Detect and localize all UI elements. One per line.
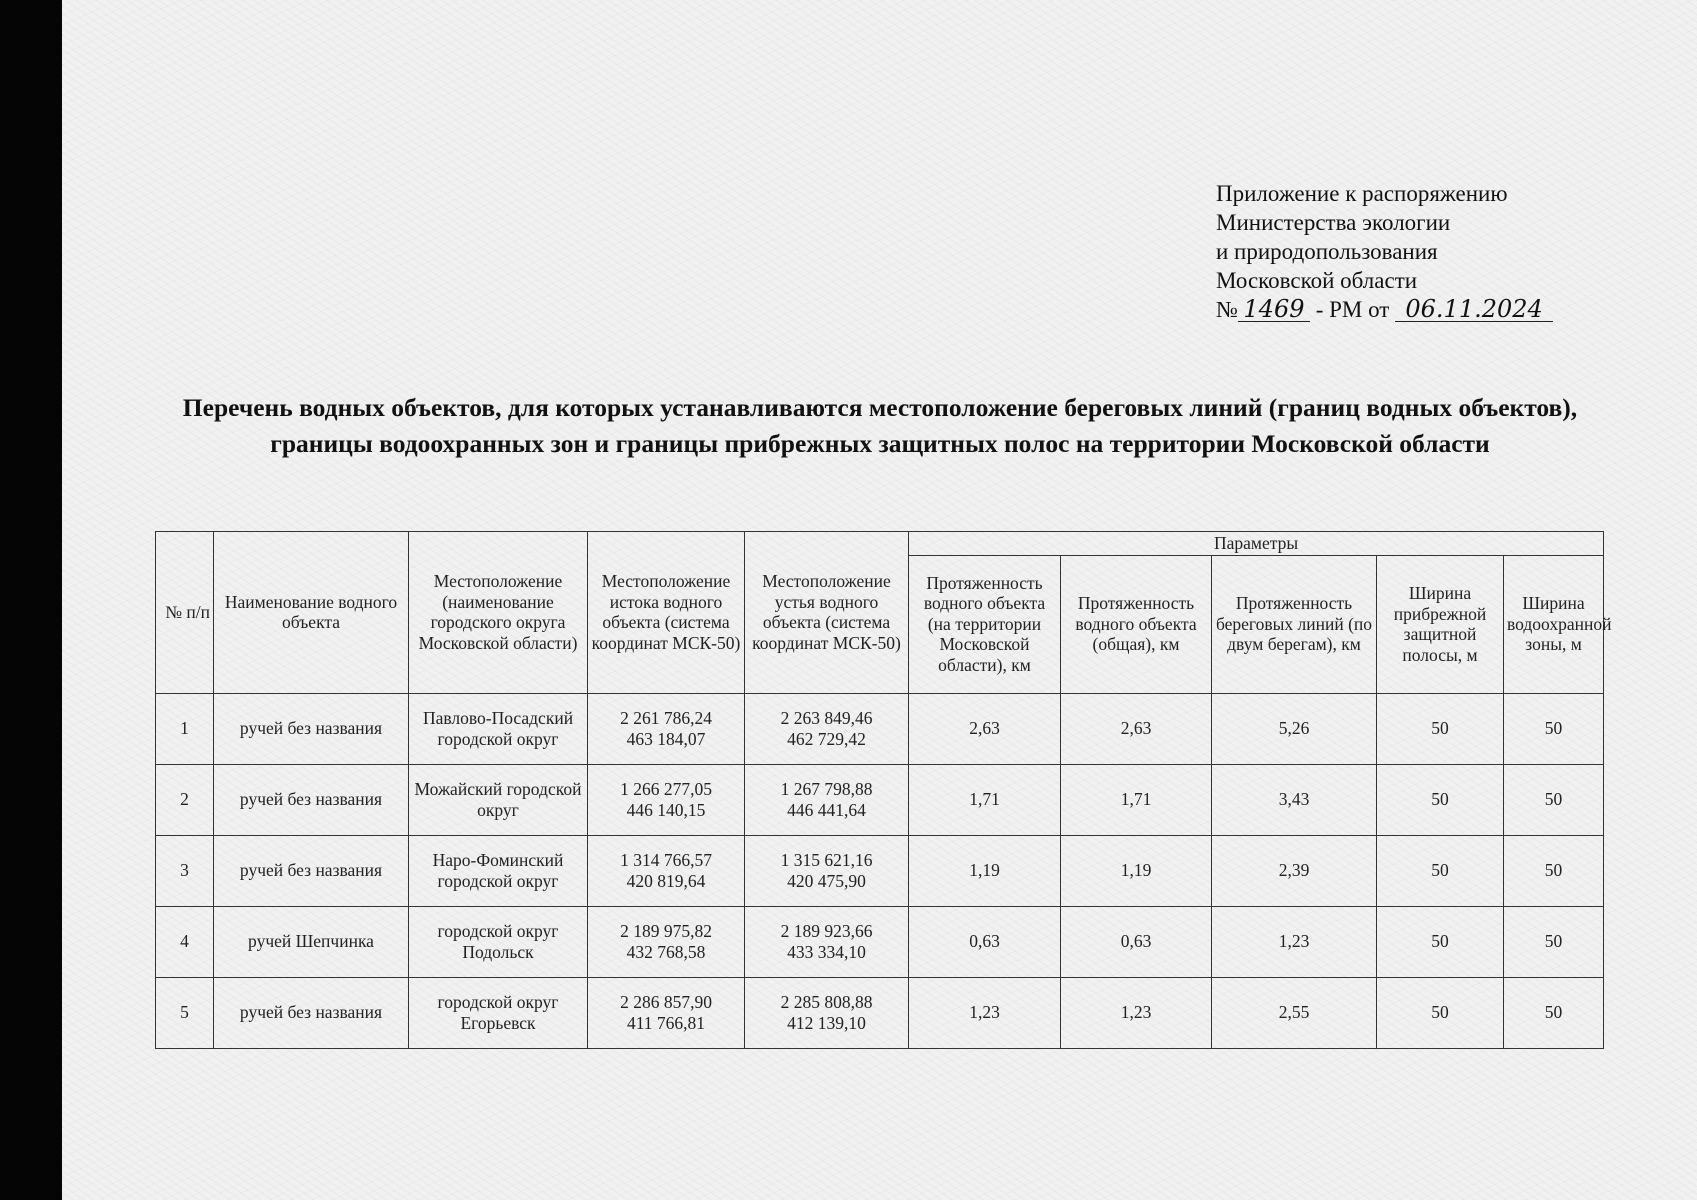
mouth-y: 420 475,90 (787, 870, 866, 891)
cell-mouth (745, 906, 909, 977)
table-header-row (156, 532, 1604, 556)
table-row (156, 764, 1604, 835)
document-title: Перечень водных объектов, для которых устанавливаются местоположение береговых линий (границ водных объектов), границы водоохранных зон и границы прибрежных защитных полос на территории Московской области (182, 393, 1578, 458)
cell-zone-width: 50 (1504, 693, 1604, 764)
cell-length-total: 1,23 (1061, 977, 1212, 1048)
cell-name: ручей без названия (214, 764, 409, 835)
water-objects-table (155, 531, 1612, 1049)
cell-mouth (745, 764, 909, 835)
cell-mouth (745, 693, 909, 764)
cell-location: Можайский городской округ (409, 764, 588, 835)
appendix-number-line (1216, 295, 1553, 324)
cell-strip-width: 50 (1377, 977, 1504, 1048)
cell-shoreline: 2,55 (1212, 977, 1377, 1048)
source-x: 2 189 975,82 (620, 921, 712, 941)
cell-mouth (745, 977, 909, 1048)
mouth-x: 2 189 923,66 (780, 921, 873, 941)
cell-strip-width: 50 (1377, 906, 1504, 977)
cell-length-mo: 1,19 (909, 835, 1061, 906)
cell-source (588, 693, 745, 764)
mouth-y: 446 441,64 (787, 799, 866, 820)
appendix-line-2: Министерства экологии (1216, 210, 1451, 235)
source-x: 2 261 786,24 (620, 708, 712, 728)
header-params: Параметры (909, 532, 1604, 556)
cell-length-mo: 1,71 (909, 764, 1061, 835)
cell-source (588, 977, 745, 1048)
header-location: Местоположение (наименование городского округа Московской области) (409, 532, 588, 694)
cell-zone-width: 50 (1504, 977, 1604, 1048)
cell-location: Павлово-Посадский городской округ (409, 693, 588, 764)
number-prefix: № (1216, 297, 1238, 322)
cell-name: ручей без названия (214, 693, 409, 764)
cell-num: 5 (156, 977, 214, 1048)
header-length-mo: Протяженность водного объекта (на территории Московской области), км (909, 555, 1061, 693)
appendix-block (1216, 179, 1553, 324)
cell-zone-width: 50 (1504, 764, 1604, 835)
cell-num: 4 (156, 906, 214, 977)
cell-num: 3 (156, 835, 214, 906)
cell-num: 2 (156, 764, 214, 835)
source-y: 446 140,15 (626, 799, 706, 820)
cell-length-total: 2,63 (1061, 693, 1212, 764)
cell-location: городской округ Подольск (409, 906, 588, 977)
table-row (156, 977, 1604, 1048)
header-num: № п/п (156, 532, 214, 694)
mouth-y: 433 334,10 (787, 941, 866, 962)
appendix-line-4: Московской области (1216, 268, 1418, 293)
cell-shoreline: 1,23 (1212, 906, 1377, 977)
appendix-line-1: Приложение к распоряжению (1216, 181, 1508, 206)
mouth-y: 462 729,42 (787, 728, 866, 749)
order-number: 1469 (1238, 297, 1310, 322)
source-y: 420 819,64 (626, 870, 706, 891)
mouth-x: 1 267 798,88 (780, 779, 873, 799)
cell-strip-width: 50 (1377, 693, 1504, 764)
source-y: 432 768,58 (626, 941, 706, 962)
mouth-x: 2 263 849,46 (780, 708, 873, 728)
header-mouth: Местоположение устья водного объекта (система координат МСК-50) (745, 532, 909, 694)
mouth-x: 2 285 808,88 (780, 992, 873, 1012)
cell-location: Наро-Фоминский городской округ (409, 835, 588, 906)
header-shoreline: Протяженность береговых линий (по двум берегам), км (1212, 555, 1377, 693)
order-date: 06.11.2024 (1395, 297, 1553, 322)
table-row (156, 835, 1604, 906)
header-length-total: Протяженность водного объекта (общая), км (1061, 555, 1212, 693)
source-x: 2 286 857,90 (620, 992, 712, 1012)
cell-zone-width: 50 (1504, 835, 1604, 906)
source-y: 463 184,07 (626, 728, 706, 749)
order-suffix: - РМ от (1315, 297, 1390, 322)
cell-name: ручей Шепчинка (214, 906, 409, 977)
source-x: 1 266 277,05 (620, 779, 712, 799)
cell-length-total: 1,71 (1061, 764, 1212, 835)
cell-length-mo: 2,63 (909, 693, 1061, 764)
cell-name: ручей без названия (214, 977, 409, 1048)
cell-location: городской округ Егорьевск (409, 977, 588, 1048)
source-x: 1 314 766,57 (620, 850, 712, 870)
cell-strip-width: 50 (1377, 835, 1504, 906)
cell-length-mo: 1,23 (909, 977, 1061, 1048)
cell-length-total: 1,19 (1061, 835, 1212, 906)
header-source: Местоположение истока водного объекта (система координат МСК-50) (588, 532, 745, 694)
source-y: 411 766,81 (626, 1012, 706, 1033)
mouth-x: 1 315 621,16 (780, 850, 873, 870)
cell-source (588, 835, 745, 906)
cell-zone-width: 50 (1504, 906, 1604, 977)
table-row (156, 693, 1604, 764)
cell-length-mo: 0,63 (909, 906, 1061, 977)
header-name: Наименование водного объекта (214, 532, 409, 694)
cell-name: ручей без названия (214, 835, 409, 906)
cell-length-total: 0,63 (1061, 906, 1212, 977)
header-zone-width: Ширина водоохранной зоны, м (1504, 555, 1604, 693)
table-row (156, 906, 1604, 977)
cell-shoreline: 3,43 (1212, 764, 1377, 835)
cell-mouth (745, 835, 909, 906)
header-strip-width: Ширина прибрежной защитной полосы, м (1377, 555, 1504, 693)
cell-shoreline: 2,39 (1212, 835, 1377, 906)
cell-strip-width: 50 (1377, 764, 1504, 835)
mouth-y: 412 139,10 (787, 1012, 866, 1033)
appendix-line-3: и природопользования (1216, 239, 1438, 264)
cell-source (588, 906, 745, 977)
cell-shoreline: 5,26 (1212, 693, 1377, 764)
cell-source (588, 764, 745, 835)
cell-num: 1 (156, 693, 214, 764)
scan-border (0, 0, 62, 1200)
